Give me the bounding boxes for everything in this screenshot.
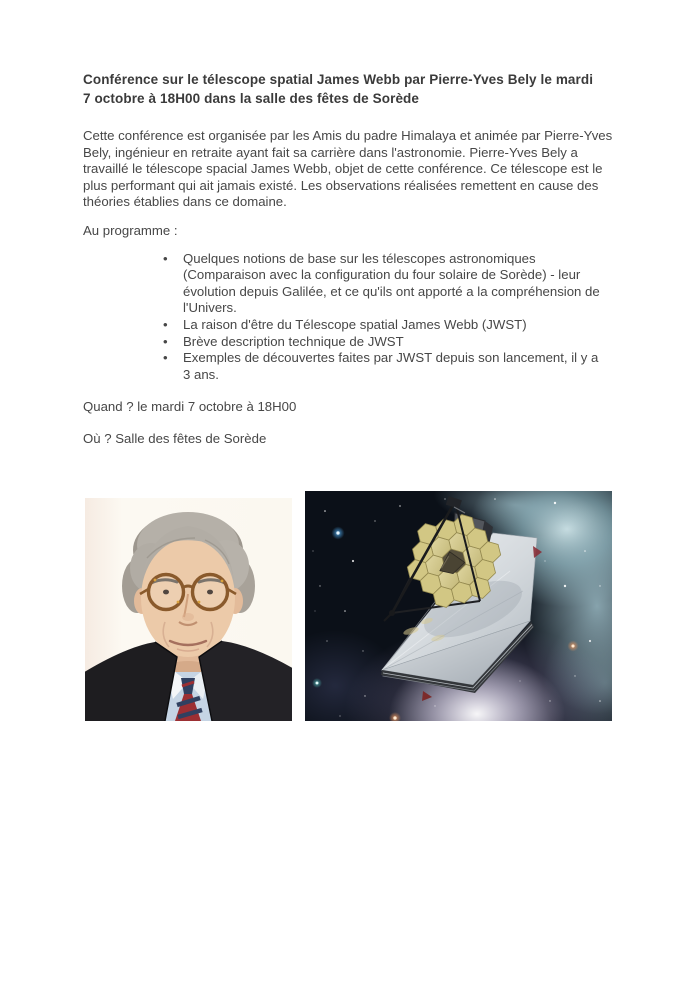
telescope-photo	[305, 491, 612, 721]
intro-paragraph: Cette conférence est organisée par les Amis du padre Himalaya et animée par Pierre-Yves Bely, ingénieur en retraite ayant fait sa carrière dans l'astronomie. Pierre-Yves Bely a travaillé le télescope spacial James Webb, objet de cette conférence. Ce télescope est le plus performant qui ait jamais existé. Les observations réalisées remettent en cause des théories établies dans ce domaine.	[83, 128, 613, 210]
telescope-image	[305, 491, 612, 721]
portrait-photo	[85, 498, 292, 721]
programme-item: • Quelques notions de base sur les télescopes astronomiques (Comparaison avec la configuration du four solaire de Sorède) - leur évolution depuis Galilée, et ce qu'ils ont apporté a la compréhension de l'Univers.	[183, 251, 605, 317]
document-title: Conférence sur le télescope spatial James Webb par Pierre-Yves Bely le mardi 7 octobre à 18H00 dans la salle des fêtes de Sorède	[83, 72, 594, 106]
figures-row	[85, 491, 636, 721]
programme-item: • Exemples de découvertes faites par JWST depuis son lancement, il y a 3 ans.	[183, 350, 605, 383]
programme-item: • La raison d'être du Télescope spatial James Webb (JWST)	[183, 317, 605, 334]
where-line: Où ? Salle des fêtes de Sorède	[83, 430, 267, 446]
portrait-image	[85, 498, 292, 721]
programme-heading: Au programme :	[83, 222, 178, 238]
programme-list	[83, 251, 636, 384]
programme-item: • Brève description technique de JWST	[183, 334, 605, 351]
when-line: Quand ? le mardi 7 octobre à 18H00	[83, 399, 297, 415]
